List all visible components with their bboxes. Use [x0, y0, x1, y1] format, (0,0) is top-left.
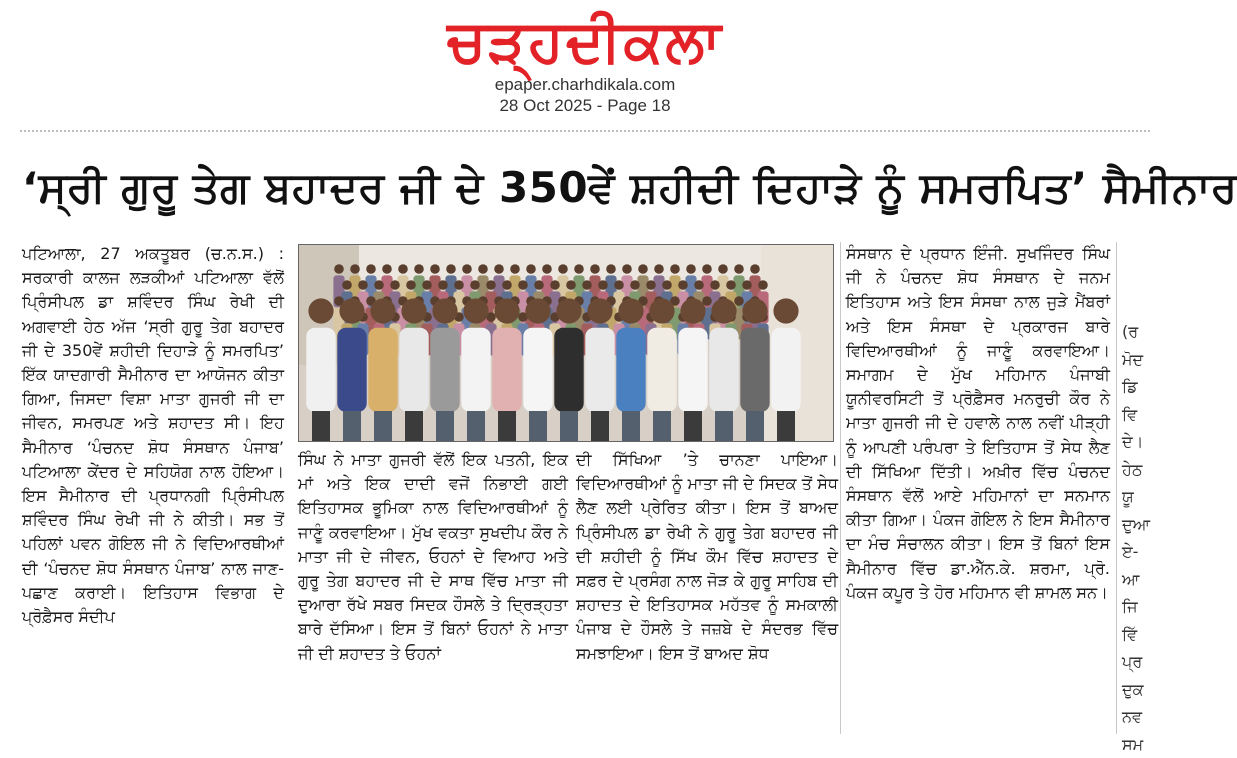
- column-2-text: ਸਿੰਘ ਨੇ ਮਾਤਾ ਗੁਜਰੀ ਵੱਲੋਂ ਇਕ ਪਤਨੀ, ਇਕ ਮਾਂ ਅਤੇ ਇਕ ਦਾਦੀ ਵਜੋਂ ਨਿਭਾਈ ਗਈ ਇਤਿਹਾਸਕ ਭੂਮਿਕਾ ਨਾਲ ਵਿਦਿਆਰਥੀਆਂ ਨੂੰ ਜਾਣੂੰ ਕਰਵਾਇਆ। ਮੁੱਖ ਵਕਤਾ ਸੁਖਦੀਪ ਕੌਰ ਨੇ ਮਾਤਾ ਜੀ ਦੇ ਜੀਵਨ, ਓਹਨਾਂ ਦੇ ਵਿਆਹ ਅਤੇ ਗੁਰੂ ਤੇਗ ਬਹਾਦਰ ਜੀ ਦੇ ਸਾਥ ਵਿੱਚ ਮਾਤਾ ਜੀ ਦੁਆਰਾ ਰੱਖੇ ਸਬਰ ਸਿਦਕ ਹੌਸਲੇ ਤੇ ਦ੍ਰਿੜ੍ਹਤਾ ਬਾਰੇ ਦੱਸਿਆ। ਇਸ ਤੋਂ ਬਿਨਾਂ ਓਹਨਾਂ ਨੇ ਮਾਤਾ ਜੀ ਦੀ ਸ਼ਹਾਦਤ ਤੇ ਓਹਨਾਂ: [298, 448, 568, 666]
- fragment-line: ਦੁਕ: [1122, 676, 1162, 704]
- masthead: [0, 8, 1170, 116]
- fragment-line: (ਰ: [1122, 318, 1162, 346]
- adjacent-article-fragment: [1122, 318, 1162, 734]
- edition-date-page: 28 Oct 2025 - Page 18: [0, 95, 1170, 116]
- newspaper-logo: ਚੜ੍ਹਦੀਕਲਾ: [0, 8, 1170, 74]
- fragment-line: ਹੇਠ: [1122, 456, 1162, 484]
- column-1-text: ਪਟਿਆਲਾ, 27 ਅਕਤੂਬਰ (ਚ.ਨ.ਸ.) : ਸਰਕਾਰੀ ਕਾਲਜ ਲੜਕੀਆਂ ਪਟਿਆਲਾ ਵੱਲੋਂ ਪ੍ਰਿੰਸੀਪਲ ਡਾ ਸ਼ਵਿੰਦਰ ਸਿੰਘ ਰੇਖੀ ਦੀ ਅਗਵਾਈ ਹੇਠ ਅੱਜ ‘ਸ੍ਰੀ ਗੁਰੂ ਤੇਗ ਬਹਾਦਰ ਜੀ ਦੇ 350ਵੇਂ ਸ਼ਹੀਦੀ ਦਿਹਾੜੇ ਨੂੰ ਸਮਰਪਿਤ’ ਇੱਕ ਯਾਦਗਾਰੀ ਸੈਮੀਨਾਰ ਦਾ ਆਯੋਜਨ ਕੀਤਾ ਗਿਆ, ਜਿਸਦਾ ਵਿਸ਼ਾ ਮਾਤਾ ਗੁਜਰੀ ਜੀ ਦਾ ਜੀਵਨ, ਸਮਰਪਣ ਅਤੇ ਸ਼ਹਾਦਤ ਸੀ। ਇਹ ਸੈਮੀਨਾਰ ‘ਪੰਚਨਦ ਸ਼ੋਧ ਸੰਸਥਾਨ ਪੰਜਾਬ’ ਪਟਿਆਲਾ ਕੇਂਦਰ ਦੇ ਸਹਿਯੋਗ ਨਾਲ ਹੋਇਆ। ਇਸ ਸੈਮੀਨਾਰ ਦੀ ਪ੍ਰਧਾਨਗੀ ਪ੍ਰਿੰਸੀਪਲ ਸ਼ਵਿੰਦਰ ਸਿੰਘ ਰੇਖੀ ਜੀ ਨੇ ਕੀਤੀ। ਸਭ ਤੋਂ ਪਹਿਲਾਂ ਪਵਨ ਗੋਇਲ ਜੀ ਨੇ ਵਿਦਿਆਰਥੀਆਂ ਦੀ ‘ਪੰਚਨਦ ਸ਼ੋਧ ਸੰਸਥਾਨ ਪੰਜਾਬ’ ਨਾਲ ਜਾਣ-ਪਛਾਣ ਕਰਾਈ। ਇਤਿਹਾਸ ਵਿਭਾਗ ਦੇ ਪ੍ਰੋਫ਼ੈਸਰ ਸੰਦੀਪ: [22, 242, 284, 629]
- group-photo-illustration: [299, 245, 833, 441]
- article-column-1: [22, 242, 284, 734]
- column-divider: [1116, 242, 1117, 734]
- fragment-line: ਪ੍ਰ: [1122, 648, 1162, 676]
- page-cut-line: [20, 130, 1150, 138]
- column-3-text: ਦੀ ਸਿੱਖਿਆ ’ਤੇ ਚਾਨਣਾ ਪਾਇਆ। ਵਿਦਿਆਰਥੀਆਂ ਨੂੰ ਮਾਤਾ ਜੀ ਦੇ ਸਿਦਕ ਤੋਂ ਸੇਧ ਲੈਣ ਲਈ ਪ੍ਰੇਰਿਤ ਕੀਤਾ। ਇਸ ਤੋਂ ਬਾਅਦ ਪ੍ਰਿੰਸੀਪਲ ਡਾ ਰੇਖੀ ਨੇ ਗੁਰੂ ਤੇਗ ਬਹਾਦਰ ਜੀ ਦੀ ਸ਼ਹੀਦੀ ਨੂੰ ਸਿੱਖ ਕੌਮ ਵਿੱਚ ਸ਼ਹਾਦਤ ਦੇ ਸਫ਼ਰ ਦੇ ਪ੍ਰਸੰਗ ਨਾਲ ਜੋੜ ਕੇ ਗੁਰੂ ਸਾਹਿਬ ਦੀ ਸ਼ਹਾਦਤ ਦੇ ਇਤਿਹਾਸਕ ਮਹੱਤਵ ਨੂੰ ਸਮਕਾਲੀ ਪੰਜਾਬ ਦੇ ਹੌਸਲੇ ਤੇ ਜਜ਼ਬੇ ਦੇ ਸੰਦਰਭ ਵਿੱਚ ਸਮਝਾਇਆ। ਇਸ ਤੋਂ ਬਾਅਦ ਸ਼ੋਧ: [576, 448, 838, 666]
- fragment-line: ਦੇ।: [1122, 428, 1162, 456]
- article-column-3: [576, 448, 838, 734]
- seminar-group-photo: [298, 244, 834, 442]
- fragment-line: ਦੁਆ: [1122, 511, 1162, 539]
- fragment-line: ਵਿ: [1122, 401, 1162, 429]
- column-4-text: ਸੰਸਥਾਨ ਦੇ ਪ੍ਰਧਾਨ ਇੰਜੀ. ਸੁਖਜਿੰਦਰ ਸਿੰਘ ਜੀ ਨੇ ਪੰਚਨਦ ਸ਼ੋਧ ਸੰਸਥਾਨ ਦੇ ਜਨਮ ਇਤਿਹਾਸ ਅਤੇ ਇਸ ਸੰਸਥਾ ਨਾਲ ਜੁੜੇ ਮੈਂਬਰਾਂ ਅਤੇ ਇਸ ਸੰਸਥਾ ਦੇ ਪ੍ਰਕਾਰਜ ਬਾਰੇ ਵਿਦਿਆਰਥੀਆਂ ਨੂੰ ਜਾਣੂੰ ਕਰਵਾਇਆ। ਸਮਾਗਮ ਦੇ ਮੁੱਖ ਮਹਿਮਾਨ ਪੰਜਾਬੀ ਯੂਨੀਵਰਸਿਟੀ ਤੋਂ ਪ੍ਰੋਫ਼ੈਸਰ ਮਨਰੁਚੀ ਕੌਰ ਨੇ ਮਾਤਾ ਗੁਜਰੀ ਜੀ ਦੇ ਹਵਾਲੇ ਨਾਲ ਨਵੀਂ ਪੀੜ੍ਹੀ ਨੂੰ ਆਪਣੀ ਪਰੰਪਰਾ ਤੇ ਇਤਿਹਾਸ ਤੋਂ ਸੇਧ ਲੈਣ ਦੀ ਸਿੱਖਿਆ ਦਿੱਤੀ। ਅਖ਼ੀਰ ਵਿੱਚ ਪੰਚਨਦ ਸੰਸਥਾਨ ਵੱਲੋਂ ਆਏ ਮਹਿਮਾਨਾਂ ਦਾ ਸਨਮਾਨ ਕੀਤਾ ਗਿਆ। ਪੰਕਜ ਗੋਇਲ ਨੇ ਇਸ ਸੈਮੀਨਾਰ ਦਾ ਮੰਚ ਸੰਚਾਲਨ ਕੀਤਾ। ਇਸ ਤੋਂ ਬਿਨਾਂ ਇਸ ਸੈਮੀਨਾਰ ਵਿੱਚ ਡਾ.ਐੱਨ.ਕੇ. ਸ਼ਰਮਾ, ਪ੍ਰੋ. ਪੰਕਜ ਕਪੂਰ ਤੇ ਹੋਰ ਮਹਿਮਾਨ ਵੀ ਸ਼ਾਮਲ ਸਨ।: [846, 242, 1110, 605]
- article-headline: ‘ਸ੍ਰੀ ਗੁਰੂ ਤੇਗ ਬਹਾਦਰ ਜੀ ਦੇ 350ਵੇਂ ਸ਼ਹੀਦੀ ਦਿਹਾੜੇ ਨੂੰ ਸਮਰਪਿਤ’ ਸੈਮੀਨਾਰ: [22, 150, 1148, 226]
- fragment-line: ਸਮ: [1122, 731, 1162, 758]
- column-divider: [840, 242, 841, 734]
- fragment-line: ਆ: [1122, 566, 1162, 594]
- fragment-line: ਜਿ: [1122, 593, 1162, 621]
- fragment-line: ਨਵ: [1122, 703, 1162, 731]
- fragment-line: ਏ-: [1122, 538, 1162, 566]
- fragment-line: ਯੂ: [1122, 483, 1162, 511]
- fragment-line: ਮੋਦ: [1122, 346, 1162, 374]
- article-column-2: [298, 448, 568, 734]
- article-column-4: [846, 242, 1110, 734]
- site-url[interactable]: epaper.charhdikala.com: [0, 74, 1170, 95]
- fragment-line: ਡਿ: [1122, 373, 1162, 401]
- fragment-line: ਵਿੱ: [1122, 621, 1162, 649]
